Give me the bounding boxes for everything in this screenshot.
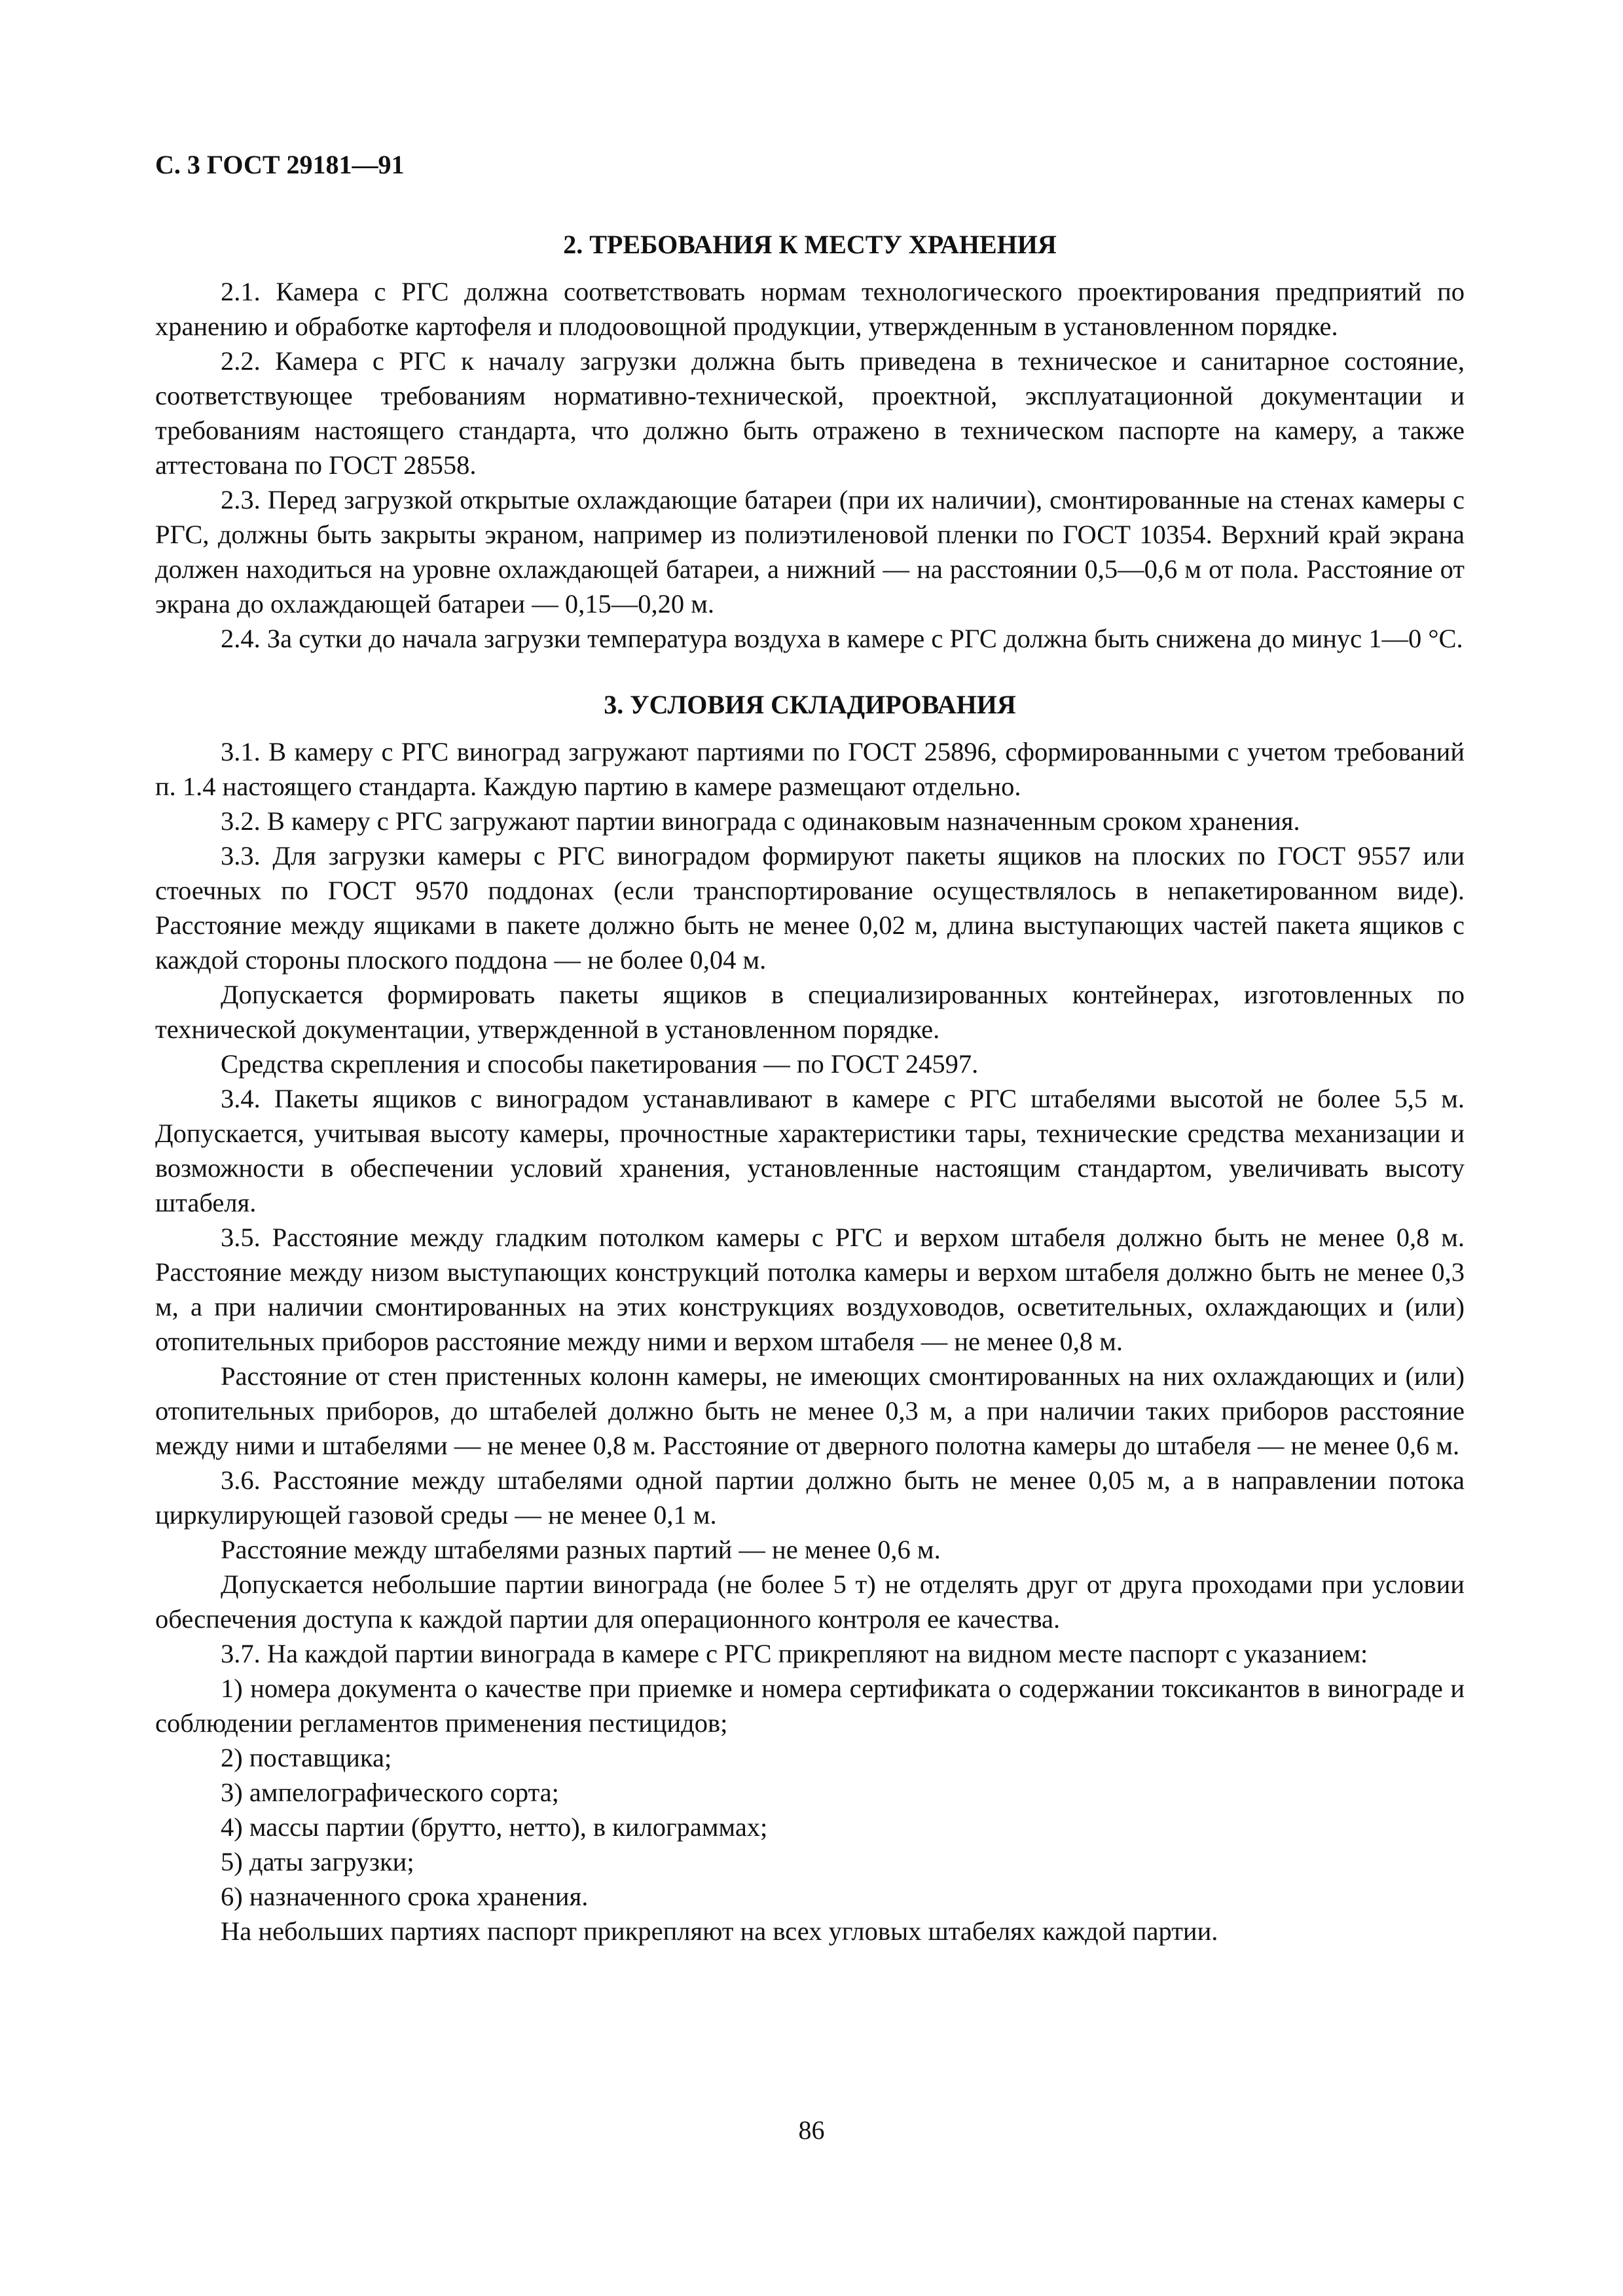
- list-item-4: 4) массы партии (брутто, нетто), в килограммах;: [221, 1812, 768, 1842]
- list-item-6: 6) назначенного срока хранения.: [221, 1882, 589, 1911]
- section-2-title: 2. ТРЕБОВАНИЯ К МЕСТУ ХРАНЕНИЯ: [563, 230, 1057, 259]
- section-3: [155, 687, 1465, 1948]
- paragraph-3-7-small-lots: На небольших партиях паспорт прикрепляют на всех угловых штабелях каждой партии.: [221, 1916, 1218, 1946]
- paragraph-3-1: 3.1. В камеру с РГС виноград загружают партиями по ГОСТ 25896, сформированными с учетом требований п. 1.4 настоящего стандарта. Каждую партию в камере размещают отдельно.: [155, 737, 1465, 801]
- paragraph-2-1: 2.1. Камера с РГС должна соответствовать нормам технологического проектирования предприятий по хранению и обработке картофеля и плодоовощной продукции, утвержденным в установленном порядке.: [155, 277, 1465, 341]
- paragraph-3-4: 3.4. Пакеты ящиков с виноградом устанавливают в камере с РГС штабелями высотой не более 5,5 м. Допускается, учитывая высоту камеры, прочностные характеристики тары, технические средства механизации и возможности в обеспечении условий хранения, установленные настоящим стандартом, увеличивать высоту штабеля.: [155, 1084, 1465, 1217]
- paragraph-2-3: 2.3. Перед загрузкой открытые охлаждающие батареи (при их наличии), смонтированные на стенах камеры с РГС, должны быть закрыты экраном, например из полиэтиленовой пленки по ГОСТ 10354. Верхний край экрана должен находиться на уровне охлаждающей батареи, а нижний — на расстоянии 0,5—0,6 м от пола. Расстояние от экрана до охлаждающей батареи — 0,15—0,20 м.: [155, 485, 1465, 619]
- paragraph-3-3-note-containers: Допускается формировать пакеты ящиков в специализированных контейнерах, изготовленных по технической документации, утвержденной в установленном порядке.: [155, 980, 1465, 1044]
- section-2: [155, 227, 1465, 656]
- paragraph-3-6: 3.6. Расстояние между штабелями одной партии должно быть не менее 0,05 м, а в направлении потока циркулирующей газовой среды — не менее 0,1 м.: [155, 1465, 1465, 1530]
- document-page: [155, 147, 1465, 1948]
- page-number: 86: [798, 2115, 825, 2145]
- paragraph-3-7: 3.7. На каждой партии винограда в камере с РГС прикрепляют на видном месте паспорт с указанием:: [221, 1639, 1368, 1668]
- paragraph-3-2: 3.2. В камеру с РГС загружают партии винограда с одинаковым назначенным сроком хранения.: [221, 806, 1300, 836]
- list-item-1: 1) номера документа о качестве при приемке и номера сертификата о содержании токсикантов в винограде и соблюдении регламентов применения пестицидов;: [155, 1674, 1465, 1738]
- section-3-title: 3. УСЛОВИЯ СКЛАДИРОВАНИЯ: [604, 690, 1016, 719]
- list-item-3: 3) ампелографического сорта;: [221, 1778, 559, 1807]
- paragraph-3-6-lots: Расстояние между штабелями разных партий — не менее 0,6 м.: [221, 1535, 941, 1564]
- list-item-5: 5) даты загрузки;: [221, 1847, 414, 1876]
- paragraph-3-5-walls: Расстояние от стен пристенных колонн камеры, не имеющих смонтированных на них охлаждающих и (или) отопительных приборов, до штабелей должно быть не менее 0,3 м, а при наличии таких приборов расстояние между ними и штабелями — не менее 0,8 м. Расстояние от дверного полотна камеры до штабеля — не менее 0,6 м.: [155, 1361, 1465, 1460]
- paragraph-3-3: 3.3. Для загрузки камеры с РГС виноградом формируют пакеты ящиков на плоских по ГОСТ 9557 или стоечных по ГОСТ 9570 поддонах (если транспортирование осуществлялось в непакетированном виде). Расстояние между ящиками в пакете должно быть не менее 0,02 м, длина выступающих частей пакета ящиков с каждой стороны плоского поддона — не более 0,04 м.: [155, 841, 1465, 975]
- paragraph-2-4: 2.4. За сутки до начала загрузки температура воздуха в камере с РГС должна быть снижена до минус 1—0 °С.: [221, 624, 1463, 653]
- paragraph-3-5: 3.5. Расстояние между гладким потолком камеры с РГС и верхом штабеля должно быть не менее 0,8 м. Расстояние между низом выступающих конструкций потолка камеры и верхом штабеля должно быть не менее 0,3 м, а при наличии смонтированных на этих конструкциях воздуховодов, осветительных, охлаждающих и (или) отопительных приборов расстояние между ними и верхом штабеля — не менее 0,8 м.: [155, 1223, 1465, 1356]
- page-header: С. 3 ГОСТ 29181—91: [155, 150, 405, 179]
- paragraph-3-6-small-lots: Допускается небольшие партии винограда (не более 5 т) не отделять друг от друга проходами при условии обеспечения доступа к каждой партии для операционного контроля ее качества.: [155, 1570, 1465, 1634]
- paragraph-2-2: 2.2. Камера с РГС к началу загрузки должна быть приведена в техническое и санитарное состояние, соответствующее требованиям нормативно-технической, проектной, эксплуатационной документации и требованиям настоящего стандарта, что должно быть отражено в техническом паспорте на камеру, а также аттестована по ГОСТ 28558.: [155, 346, 1465, 480]
- paragraph-3-3-note-fastening: Средства скрепления и способы пакетирования — по ГОСТ 24597.: [221, 1049, 979, 1079]
- list-item-2: 2) поставщика;: [221, 1743, 392, 1772]
